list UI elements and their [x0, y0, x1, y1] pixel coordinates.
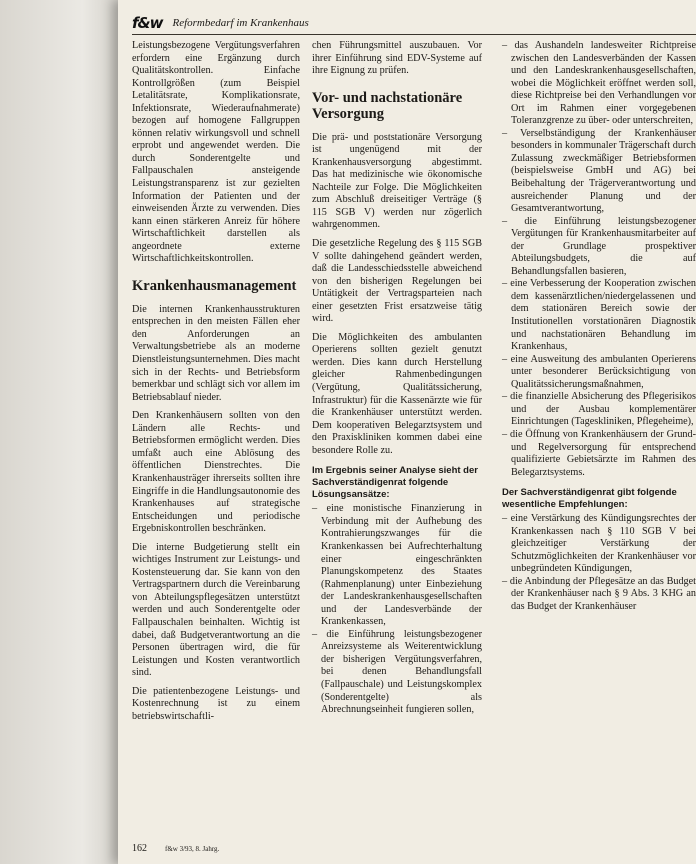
source-line: f&w 3/93, 8. Jahrg. — [165, 845, 220, 853]
paragraph: Die patientenbezogene Leistungs- und Kostenrechnung ist zu einem betriebswirtschaftli- — [132, 685, 300, 722]
subheading: Im Ergebnis seiner Analyse sieht der Sachverständigenrat folgende Lösungsansätze: — [312, 465, 478, 501]
running-header — [132, 12, 696, 35]
journal-logo: f&w — [132, 14, 163, 32]
list-item: – eine monistische Finanzierung in Verbindung mit der Aufhebung des Kontrahierungszwanges für die Krankenkassen bei Aufrechterhaltung einer eingeschränkten Planungskompetenz des Staates (Rahmenplanung) unter Einbeziehung der Landeskrankenhausgesellschaften und der Landesverbände der Krankenkassen, — [321, 503, 482, 628]
paragraph: Die internen Krankenhausstrukturen entsprechen in den meisten Fällen eher den Anforderungen an Verwaltungsbetriebe als an moderne Dienstleistungsunternehmen. Dies macht sich in der Rechts- und Betriebsform bemerkbar und schlägt sich vor allem im Betriebsablauf nieder. — [132, 303, 300, 403]
paragraph: Den Krankenhäusern sollten von den Ländern alle Rechts- und Betriebsformen ermöglicht werden. Dies umfaßt auch eine Ablösung des öffentlichen Dienstrechtes. Die Krankenhausträger ihrerseits sollten ihre Eingriffe in die Handlungsautonomie des Krankenhauses auf strategische Entscheidungen und periodische Ergebniskontrollen beschränken. — [132, 410, 300, 535]
section-heading: Vor- und nachstationäre Versorgung — [312, 89, 463, 122]
list-item: – die Anbindung der Pflegesätze an das Budget der Krankenhäuser nach § 9 Abs. 3 KHG an das Budget der Krankenhäuser — [511, 576, 696, 614]
recommendation-list — [502, 513, 696, 613]
section-heading: Krankenhausmanagement — [132, 277, 297, 294]
paragraph: Die gesetzliche Regelung des § 115 SGB V sollte dahingehend geändert werden, daß die Landesschiedsstelle abweichend von den bisherigen Regelungen bei Untätigkeit der Vertragsparteien nach einer gesetzten Frist ersatzweise tätig wird. — [312, 238, 482, 325]
binding-gutter — [0, 0, 118, 864]
page-footer — [132, 843, 219, 854]
paragraph: chen Führungsmittel auszubauen. Vor ihrer Einführung sind EDV-Systeme auf ihre Eignung zu prüfen. — [312, 40, 482, 77]
paragraph: Leistungsbezogene Vergütungsverfahren erfordern eine Ergänzung durch Qualitätskontrollen. Einfache Kontrollgrößen (zum Beispiel Letalitätsrate, Komplikationsrate, Infektionsrate, Wiederaufnahmerate) bezogen auf homogene Fallgruppen können relativ wirkungsvoll und schnell erprobt und angewendet werden. Die durch Sonderentgelte und Fallpauschalen ansteigende Leistungstransparenz ist zur gezielten Information der Patienten und der einweisenden Ärzte zu verwenden. Dies kann einen stärkeren Anreiz für höhere Wirtschaftlichkeit darstellen als angeordnete externe Wirtschaftlichkeitskontrollen. — [132, 40, 300, 265]
list-item: – die Einführung leistungsbezogener Anreizsysteme als Weiterentwicklung der bisherigen Vergütungsverfahren, bei denen Behandlungsfall (Fallpauschale) und Leistungskomplex (Sonderentgelte) als Abrechnungseinheit fungieren sollen, — [321, 629, 482, 717]
recommendation-list — [312, 503, 482, 716]
column-3 — [502, 40, 696, 620]
list-item: – eine Verbesserung der Kooperation zwischen dem kassenärztlichen/niedergelassenen und dem stationären Bereich sowie der Institutionellen vorstationären Diagnostik und nachstationären Behandlung im Krankenhaus, — [511, 278, 696, 353]
paragraph: Die Möglichkeiten des ambulanten Operierens sollten gezielt genutzt werden. Dies kann durch Herstellung gleicher Rahmenbedingungen (Vergütung, Qualitätssicherung, Infrastruktur) für die Kassenärzte wie für die Krankenhäuser unterstützt werden. Dem kooperativen Belegarztsystem und den Praxiskliniken kommen dabei eine besondere Rolle zu. — [312, 331, 482, 456]
paragraph: Die prä- und poststationäre Versorgung ist ungenügend mit der Krankenhausversorgung abgestimmt. Das hat medizinische wie ökonomische Nachteile zur Folge. Die Möglichkeiten zum Abschluß dreiseitiger Verträge (§ 115 SGB V) werden nur zögerlich wahrgenommen. — [312, 131, 482, 231]
list-item: – das Aushandeln landesweiter Richtpreise zwischen den Landesverbänden der Kassen und den Landeskrankenhausgesellschaften, wobei die Möglichkeit eröffnet werden soll, diese Richtpreise bei den Verhandlungen vor Ort im Rahmen einer vorgegebenen Toleranzgrenze zu über- oder unterschreiten, — [511, 40, 696, 128]
list-item: – eine Verstärkung des Kündigungsrechtes der Krankenkassen nach § 110 SGB V bei gleichzeitiger Verstärkung der Schutzmöglichkeiten der Krankenhäuser vor unbegründeten Kündigungen, — [511, 513, 696, 576]
list-item: – die Öffnung von Krankenhäusern der Grund- und Regelversorgung für entsprechend qualifizierte Gebietsärzte im Rahmen des Belegarztsystems. — [511, 429, 696, 479]
running-title: Reformbedarf im Krankenhaus — [172, 17, 309, 29]
document-page — [118, 0, 696, 864]
paragraph: Die interne Budgetierung stellt ein wichtiges Instrument zur Leistungs- und Kostensteuerung dar. Sie kann von den Vertragspartnern durch die Vereinbarung von Abteilungspflegesätzen unterstützt werden und auch Sonderentgelte oder Fallpauschalen beinhalten. Wichtig ist dabei, daß Budgetverantwortung an die Personen übertragen wird, die für Leistungen und Kosten verantwortlich sind. — [132, 541, 300, 679]
list-item: – Verselbständigung der Krankenhäuser besonders in kommunaler Trägerschaft durch Zulassung zweckmäßiger Betriebsformen (beispielsweise GmbH und AG) bei Beibehaltung der Trägerverantwortung und ausreichender Planung und der Gesamtverantwortung, — [511, 128, 696, 216]
list-item: – eine Ausweitung des ambulanten Operierens unter besonderer Berücksichtigung von Qualitätssicherungsmaßnahmen, — [511, 354, 696, 392]
subheading: Der Sachverständigenrat gibt folgende wesentliche Empfehlungen: — [502, 487, 677, 511]
recommendation-list — [502, 40, 696, 479]
list-item: – die Einführung leistungsbezogener Vergütungen für Krankenhausmitarbeiter auf der Grundlage prospektiver Abteilungsbudgets, die auf Behandlungsfallen basieren, — [511, 216, 696, 279]
list-item: – die finanzielle Absicherung des Pflegerisikos und der Ausbau komplementärer Einrichtungen (Tageskliniken, Pflegeheime), — [511, 391, 696, 429]
column-2 — [312, 40, 482, 723]
page-number: 162 — [132, 843, 147, 854]
column-1 — [132, 40, 300, 729]
